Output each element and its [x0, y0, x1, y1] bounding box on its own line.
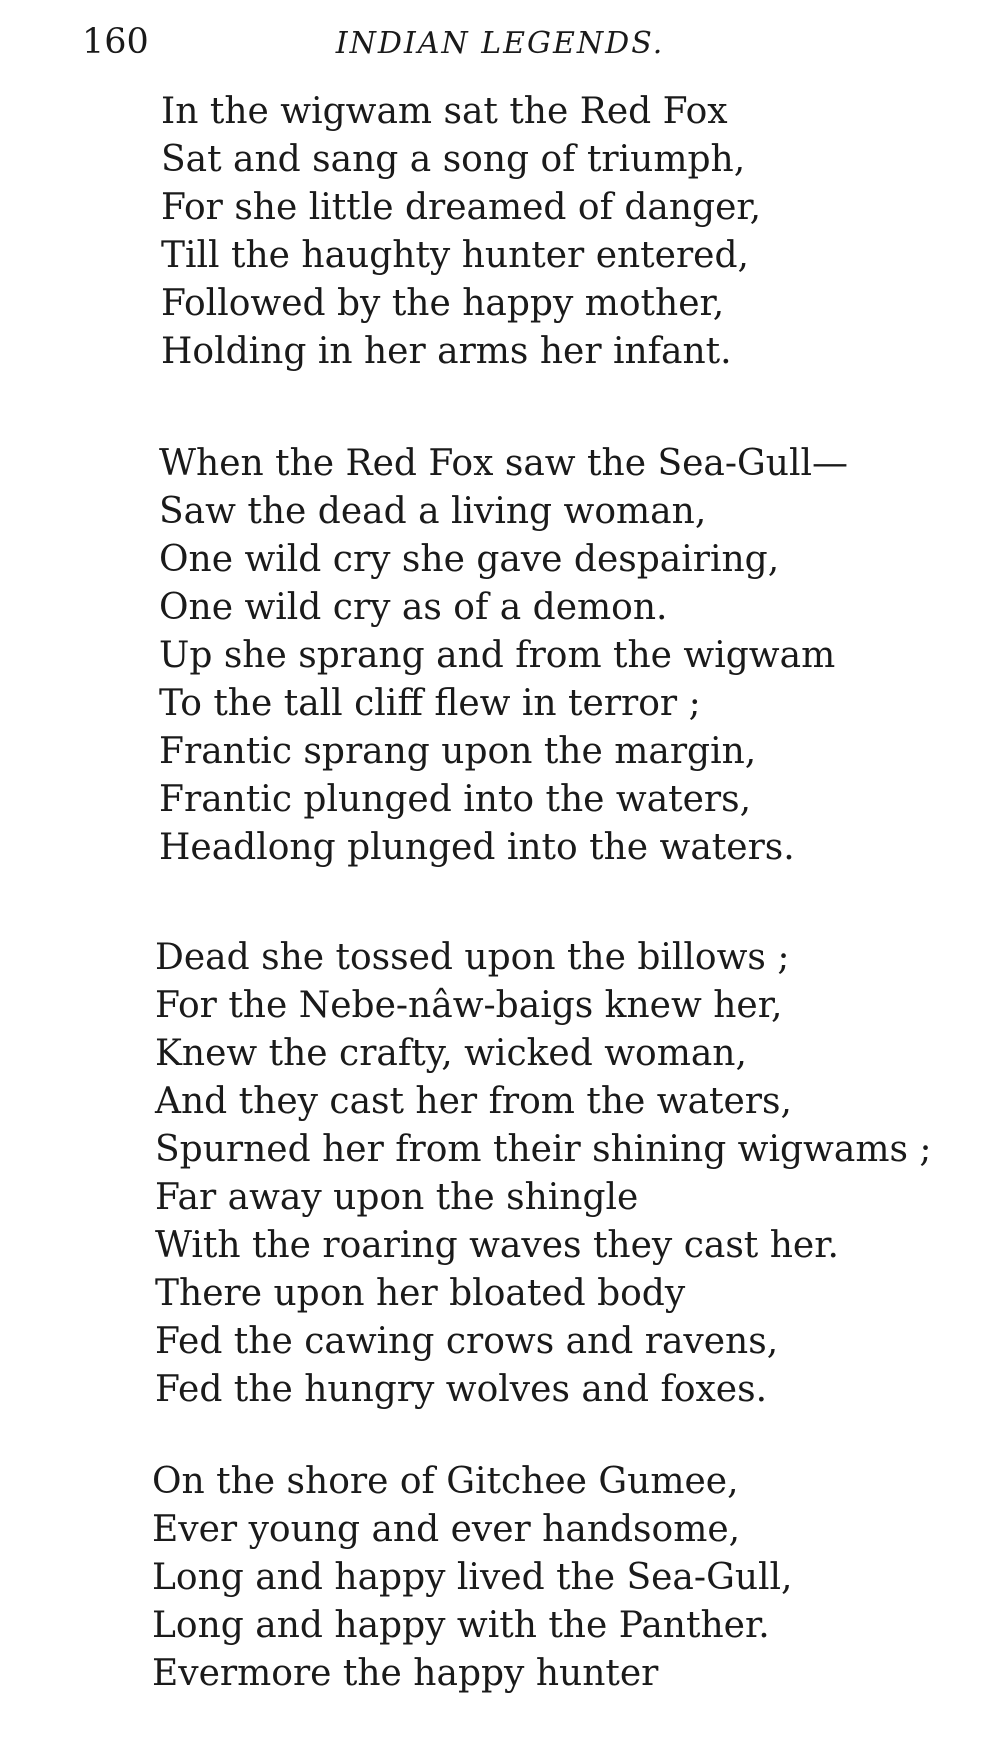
verse-line: With the roaring waves they cast her. — [155, 1225, 839, 1266]
verse-line: There upon her bloated body — [155, 1273, 686, 1314]
verse-line: And they cast her from the waters, — [155, 1081, 792, 1122]
verse-line: Evermore the happy hunter — [152, 1653, 659, 1694]
verse-line: Spurned her from their shining wigwams ; — [155, 1129, 932, 1170]
verse-line: For she little dreamed of danger, — [161, 187, 762, 228]
verse-line: Ever young and ever handsome, — [152, 1509, 741, 1550]
verse-line: When the Red Fox saw the Sea-Gull— — [159, 443, 849, 484]
verse-line: One wild cry as of a demon. — [159, 587, 668, 628]
verse-line: On the shore of Gitchee Gumee, — [152, 1461, 739, 1502]
verse-line: To the tall cliff flew in terror ; — [159, 683, 701, 724]
verse-line: Long and happy lived the Sea-Gull, — [152, 1557, 793, 1598]
verse-line: For the Nebe-nâw-baigs knew her, — [155, 985, 783, 1026]
verse-line: In the wigwam sat the Red Fox — [161, 91, 728, 132]
verse-line: Up she sprang and from the wigwam — [159, 635, 836, 676]
verse-line: Knew the crafty, wicked woman, — [155, 1033, 747, 1074]
verse-line: Headlong plunged into the waters. — [159, 827, 795, 868]
verse-line: Followed by the happy mother, — [161, 283, 725, 324]
verse-line: Saw the dead a living woman, — [159, 491, 707, 532]
verse-line: One wild cry she gave despairing, — [159, 539, 780, 580]
verse-line: Fed the hungry wolves and foxes. — [155, 1369, 768, 1410]
verse-line: Far away upon the shingle — [155, 1177, 639, 1218]
verse-line: Long and happy with the Panther. — [152, 1605, 770, 1646]
verse-line: Sat and sang a song of triumph, — [161, 139, 746, 180]
page-number: 160 — [82, 22, 149, 62]
verse-line: Fed the cawing crows and ravens, — [155, 1321, 779, 1362]
verse-line: Frantic sprang upon the margin, — [159, 731, 757, 772]
running-title: INDIAN LEGENDS. — [335, 26, 665, 61]
verse-line: Frantic plunged into the waters, — [159, 779, 752, 820]
verse-line: Dead she tossed upon the billows ; — [155, 937, 790, 978]
verse-line: Till the haughty hunter entered, — [161, 235, 749, 276]
verse-line: Holding in her arms her infant. — [161, 331, 732, 372]
